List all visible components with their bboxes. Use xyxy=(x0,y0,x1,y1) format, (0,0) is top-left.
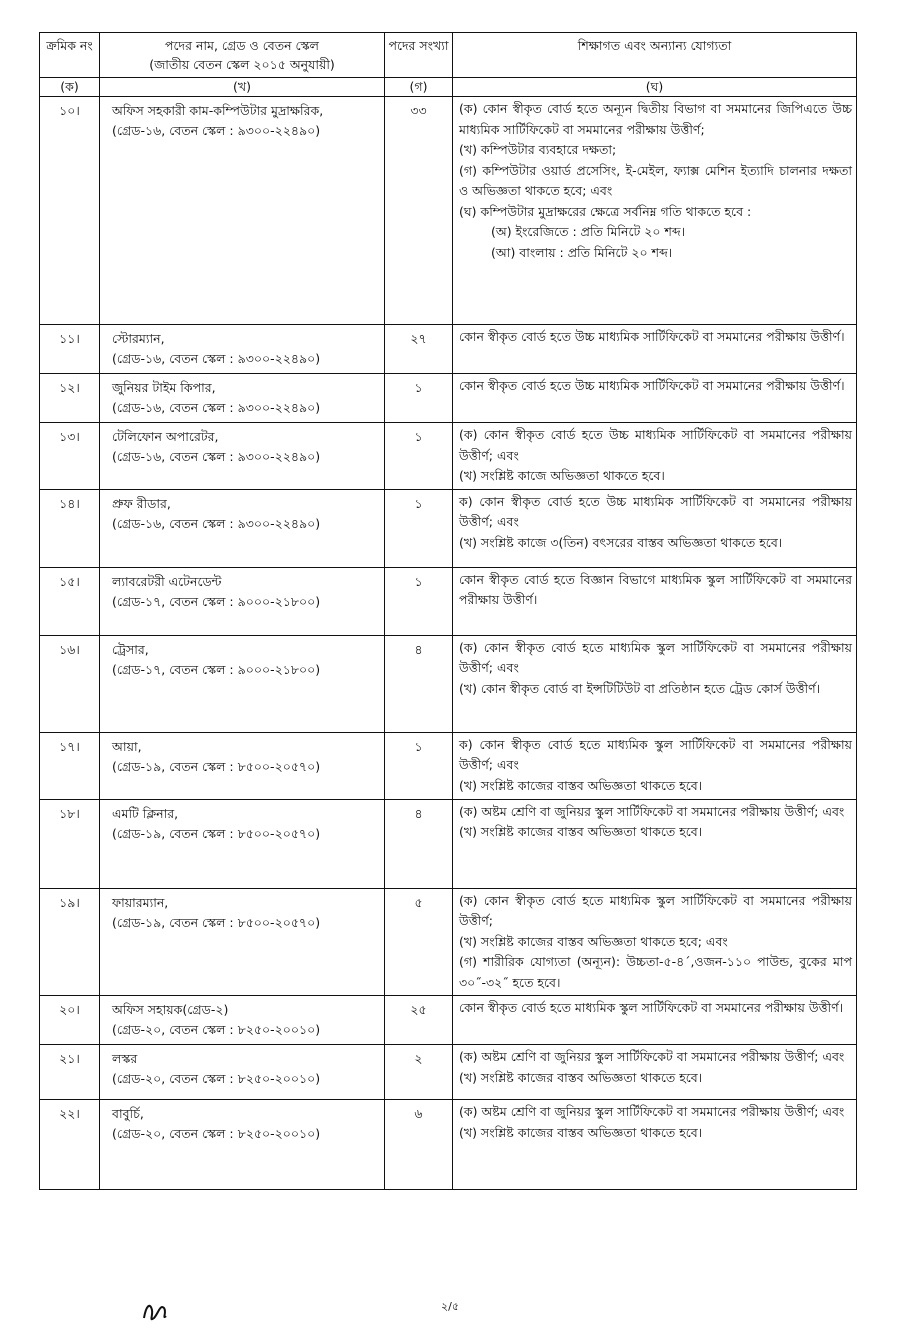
table-row xyxy=(40,423,857,490)
post-name: জুনিয়র টাইম কিপার, xyxy=(112,380,216,395)
qualification-subline: (আ) বাংলায় : প্রতি মিনিটে ২০ শব্দ। xyxy=(491,244,673,260)
qualification-cell xyxy=(453,732,857,799)
qualification-line: (খ) সংশ্লিষ্ট কাজের বাস্তব অভিজ্ঞতা থাকতে হবে। xyxy=(459,1124,703,1140)
post-count: ২৫ xyxy=(385,996,453,1045)
qualification-line: কোন স্বীকৃত বোর্ড হতে বিজ্ঞান বিভাগে মাধ্যমিক স্কুল সার্টিফিকেট বা সমমানের পরীক্ষায় উত্তীর্ণ। xyxy=(459,571,852,607)
post-cell xyxy=(100,1045,385,1100)
post-name: অফিস সহকারী কাম-কম্পিউটার মুদ্রাক্ষরিক, xyxy=(112,103,324,118)
post-cell xyxy=(100,97,385,325)
table-body xyxy=(40,97,857,1190)
grade-scale: (গ্রেড-১৯, বেতন স্কেল : ৮৫০০-২০৫৭০) xyxy=(112,825,321,841)
qualification-line: কোন স্বীকৃত বোর্ড হতে উচ্চ মাধ্যমিক সার্টিফিকেট বা সমমানের পরীক্ষায় উত্তীর্ণ। xyxy=(459,378,845,393)
qualification-cell xyxy=(453,489,857,567)
post-name: স্টোরম্যান, xyxy=(112,331,165,346)
serial-number: ১২। xyxy=(40,374,100,423)
qualification-cell xyxy=(453,996,857,1045)
post-cell xyxy=(100,423,385,490)
qualification-line: (ক) অষ্টম শ্রেণি বা জুনিয়র স্কুল সার্টিফিকেট বা সমমানের পরীক্ষায় উত্তীর্ণ; এবং xyxy=(459,1049,845,1064)
header-qualification: শিক্ষাগত এবং অন্যান্য যোগ্যতা xyxy=(453,33,857,78)
post-name: ফায়ারম্যান, xyxy=(112,894,169,910)
table-row xyxy=(40,1045,857,1100)
post-name: টেলিফোন অপারেটর, xyxy=(112,429,219,444)
grade-scale: (গ্রেড-২০, বেতন স্কেল : ৮২৫০-২০০১০) xyxy=(112,1022,321,1037)
page-number: ২/৫ xyxy=(441,1300,459,1313)
table-row xyxy=(40,799,857,888)
post-count: ১ xyxy=(385,567,453,635)
post-name: আয়া, xyxy=(112,738,142,754)
job-table xyxy=(39,32,857,1190)
serial-number: ১৬। xyxy=(40,635,100,732)
serial-number: ১০। xyxy=(40,97,100,325)
post-cell xyxy=(100,325,385,374)
post-name: অফিস সহায়ক(গ্রেড-২) xyxy=(112,1002,229,1017)
qualification-cell xyxy=(453,1100,857,1190)
qualification-line: (ক) কোন স্বীকৃত বোর্ড হতে মাধ্যমিক স্কুল সার্টিফিকেট বা সমমানের পরীক্ষায় উত্তীর্ণ; xyxy=(459,892,852,928)
qualification-cell xyxy=(453,423,857,490)
post-name: ল্যাবরেটরী এটেনডেন্ট xyxy=(112,573,222,589)
post-cell xyxy=(100,635,385,732)
header-post xyxy=(100,33,385,78)
post-cell xyxy=(100,732,385,799)
table-row xyxy=(40,996,857,1045)
qualification-line: (ক) অষ্টম শ্রেণি বা জুনিয়র স্কুল সার্টিফিকেট বা সমমানের পরীক্ষায় উত্তীর্ণ; এবং xyxy=(459,1104,845,1119)
qualification-cell xyxy=(453,888,857,996)
qualification-line: (খ) সংশ্লিষ্ট কাজের বাস্তব অভিজ্ঞতা থাকতে হবে; এবং xyxy=(459,933,728,949)
qualification-cell xyxy=(453,635,857,732)
qualification-line: ক) কোন স্বীকৃত বোর্ড হতে মাধ্যমিক স্কুল সার্টিফিকেট বা সমমানের পরীক্ষায় উত্তীর্ণ; এবং xyxy=(459,736,852,772)
label-ga: (গ) xyxy=(385,78,453,97)
table-header xyxy=(40,33,857,78)
post-name: ট্রেসার, xyxy=(112,641,149,657)
qualification-line: (ক) কোন স্বীকৃত বোর্ড হতে উচ্চ মাধ্যমিক সার্টিফিকেট বা সমমানের পরীক্ষায় উত্তীর্ণ; এবং xyxy=(459,427,852,463)
table-row xyxy=(40,325,857,374)
qualification-line: (খ) সংশ্লিষ্ট কাজে অভিজ্ঞতা থাকতে হবে। xyxy=(459,468,665,483)
serial-number: ২১। xyxy=(40,1045,100,1100)
qualification-line: (গ) কম্পিউটার ওয়ার্ড প্রসেসিং, ই-মেইল, ফ্যাক্স মেশিন ইত্যাদি চালনার দক্ষতা ও অভিজ্ঞতা থাকতে হবে; এবং xyxy=(459,162,852,198)
label-row xyxy=(40,78,857,97)
post-count: ২৭ xyxy=(385,325,453,374)
label-gha: (ঘ) xyxy=(453,78,857,97)
serial-number: ১৩। xyxy=(40,423,100,490)
qualification-cell xyxy=(453,799,857,888)
grade-scale: (গ্রেড-১৬, বেতন স্কেল : ৯৩০০-২২৪৯০) xyxy=(112,515,321,531)
grade-scale: (গ্রেড-২০, বেতন স্কেল : ৮২৫০-২০০১০) xyxy=(112,1126,321,1141)
post-cell xyxy=(100,489,385,567)
serial-number: ১৯। xyxy=(40,888,100,996)
table-row xyxy=(40,567,857,635)
post-cell xyxy=(100,888,385,996)
post-count: ৩৩ xyxy=(385,97,453,325)
header-post-line1: পদের নাম, গ্রেড ও বেতন স্কেল xyxy=(165,38,319,53)
qualification-line: কোন স্বীকৃত বোর্ড হতে উচ্চ মাধ্যমিক সার্টিফিকেট বা সমমানের পরীক্ষায় উত্তীর্ণ। xyxy=(459,329,845,344)
post-name: লস্কর xyxy=(112,1051,138,1066)
qualification-cell xyxy=(453,374,857,423)
qualification-line: (খ) সংশ্লিষ্ট কাজে ৩(তিন) বৎসরের বাস্তব অভিজ্ঞতা থাকতে হবে। xyxy=(459,534,783,550)
table-row xyxy=(40,635,857,732)
serial-number: ২২। xyxy=(40,1100,100,1190)
qualification-line: (গ) শারীরিক যোগ্যতা (অন্যূন): উচ্চতা-৫-৪´,ওজন-১১০ পাউন্ড, বুকের মাপ ৩০˝-৩২˝ হতে হবে। xyxy=(459,954,852,990)
grade-scale: (গ্রেড-১৭, বেতন স্কেল : ৯০০০-২১৮০০) xyxy=(112,661,321,677)
header-count: পদের সংখ্যা xyxy=(385,33,453,78)
qualification-cell xyxy=(453,567,857,635)
post-cell xyxy=(100,996,385,1045)
header-post-line2: (জাতীয় বেতন স্কেল ২০১৫ অনুযায়ী) xyxy=(149,57,335,72)
post-name: বাবুর্চি, xyxy=(112,1106,144,1121)
table-row xyxy=(40,1100,857,1190)
grade-scale: (গ্রেড-১৯, বেতন স্কেল : ৮৫০০-২০৫৭০) xyxy=(112,914,321,930)
post-cell xyxy=(100,374,385,423)
post-count: ১ xyxy=(385,489,453,567)
post-count: ২ xyxy=(385,1045,453,1100)
grade-scale: (গ্রেড-১৭, বেতন স্কেল : ৯০০০-২১৮০০) xyxy=(112,593,321,609)
post-count: ৫ xyxy=(385,888,453,996)
post-name: এমটি ক্লিনার, xyxy=(112,805,179,821)
table-row xyxy=(40,489,857,567)
label-ka: (ক) xyxy=(40,78,100,97)
grade-scale: (গ্রেড-১৯, বেতন স্কেল : ৮৫০০-২০৫৭০) xyxy=(112,758,321,774)
qualification-line: (ক) কোন স্বীকৃত বোর্ড হতে মাধ্যমিক স্কুল সার্টিফিকেট বা সমমানের পরীক্ষায় উত্তীর্ণ; এবং xyxy=(459,639,852,675)
qualification-line: (ক) কোন স্বীকৃত বোর্ড হতে অন্যূন দ্বিতীয় বিভাগ বা সমমানের জিপিএতে উচ্চ মাধ্যমিক সার্টিফিকেট বা সমমানের পরীক্ষায় উত্তীর্ণ; xyxy=(459,101,852,137)
qualification-subline: (অ) ইংরেজিতে : প্রতি মিনিটে ২০ শব্দ। xyxy=(491,224,686,239)
qualification-cell xyxy=(453,1045,857,1100)
table-row xyxy=(40,888,857,996)
qualification-line: (খ) সংশ্লিষ্ট কাজের বাস্তব অভিজ্ঞতা থাকতে হবে। xyxy=(459,824,703,839)
serial-number: ১৪। xyxy=(40,489,100,567)
table-row xyxy=(40,374,857,423)
qualification-line: (খ) কম্পিউটার ব্যবহারে দক্ষতা; xyxy=(459,142,617,157)
post-cell xyxy=(100,567,385,635)
grade-scale: (গ্রেড-১৬, বেতন স্কেল : ৯৩০০-২২৪৯০) xyxy=(112,400,321,415)
table-row xyxy=(40,732,857,799)
grade-scale: (গ্রেড-১৬, বেতন স্কেল : ৯৩০০-২২৪৯০) xyxy=(112,123,321,138)
header-serial: ক্রমিক নং xyxy=(40,33,100,78)
post-cell xyxy=(100,1100,385,1190)
qualification-line: (খ) সংশ্লিষ্ট কাজের বাস্তব অভিজ্ঞতা থাকতে হবে। xyxy=(459,1069,703,1085)
post-count: ১ xyxy=(385,374,453,423)
serial-number: ১৭। xyxy=(40,732,100,799)
post-cell xyxy=(100,799,385,888)
grade-scale: (গ্রেড-১৬, বেতন স্কেল : ৯৩০০-২২৪৯০) xyxy=(112,449,321,464)
post-count: ৪ xyxy=(385,799,453,888)
serial-number: ১১। xyxy=(40,325,100,374)
post-count: ৬ xyxy=(385,1100,453,1190)
qualification-cell xyxy=(453,97,857,325)
serial-number: ১৮। xyxy=(40,799,100,888)
label-kha: (খ) xyxy=(100,78,385,97)
qualification-cell xyxy=(453,325,857,374)
serial-number: ১৫। xyxy=(40,567,100,635)
qualification-line: কোন স্বীকৃত বোর্ড হতে মাধ্যমিক স্কুল সার্টিফিকেট বা সমমানের পরীক্ষায় উত্তীর্ণ। xyxy=(459,1000,844,1015)
qualification-line: (খ) সংশ্লিষ্ট কাজের বাস্তব অভিজ্ঞতা থাকতে হবে। xyxy=(459,777,703,793)
qualification-line: ক) কোন স্বীকৃত বোর্ড হতে উচ্চ মাধ্যমিক সার্টিফিকেট বা সমমানের পরীক্ষায় উত্তীর্ণ; এবং xyxy=(459,493,852,529)
serial-number: ২০। xyxy=(40,996,100,1045)
qualification-line: (ঘ) কম্পিউটার মুদ্রাক্ষরের ক্ষেত্রে সর্বনিম্ন গতি থাকতে হবে : xyxy=(459,203,752,219)
table-row xyxy=(40,97,857,325)
post-count: ৪ xyxy=(385,635,453,732)
grade-scale: (গ্রেড-১৬, বেতন স্কেল : ৯৩০০-২২৪৯০) xyxy=(112,351,321,366)
post-count: ১ xyxy=(385,732,453,799)
post-name: প্রুফ রীডার, xyxy=(112,495,171,511)
grade-scale: (গ্রেড-২০, বেতন স্কেল : ৮২৫০-২০০১০) xyxy=(112,1071,321,1086)
qualification-line: (খ) কোন স্বীকৃত বোর্ড বা ইন্সটিটিউট বা প্রতিষ্ঠান হতে ট্রেড কোর্স উত্তীর্ণ। xyxy=(459,680,821,696)
post-count: ১ xyxy=(385,423,453,490)
qualification-line: (ক) অষ্টম শ্রেণি বা জুনিয়র স্কুল সার্টিফিকেট বা সমমানের পরীক্ষায় উত্তীর্ণ; এবং xyxy=(459,803,845,819)
